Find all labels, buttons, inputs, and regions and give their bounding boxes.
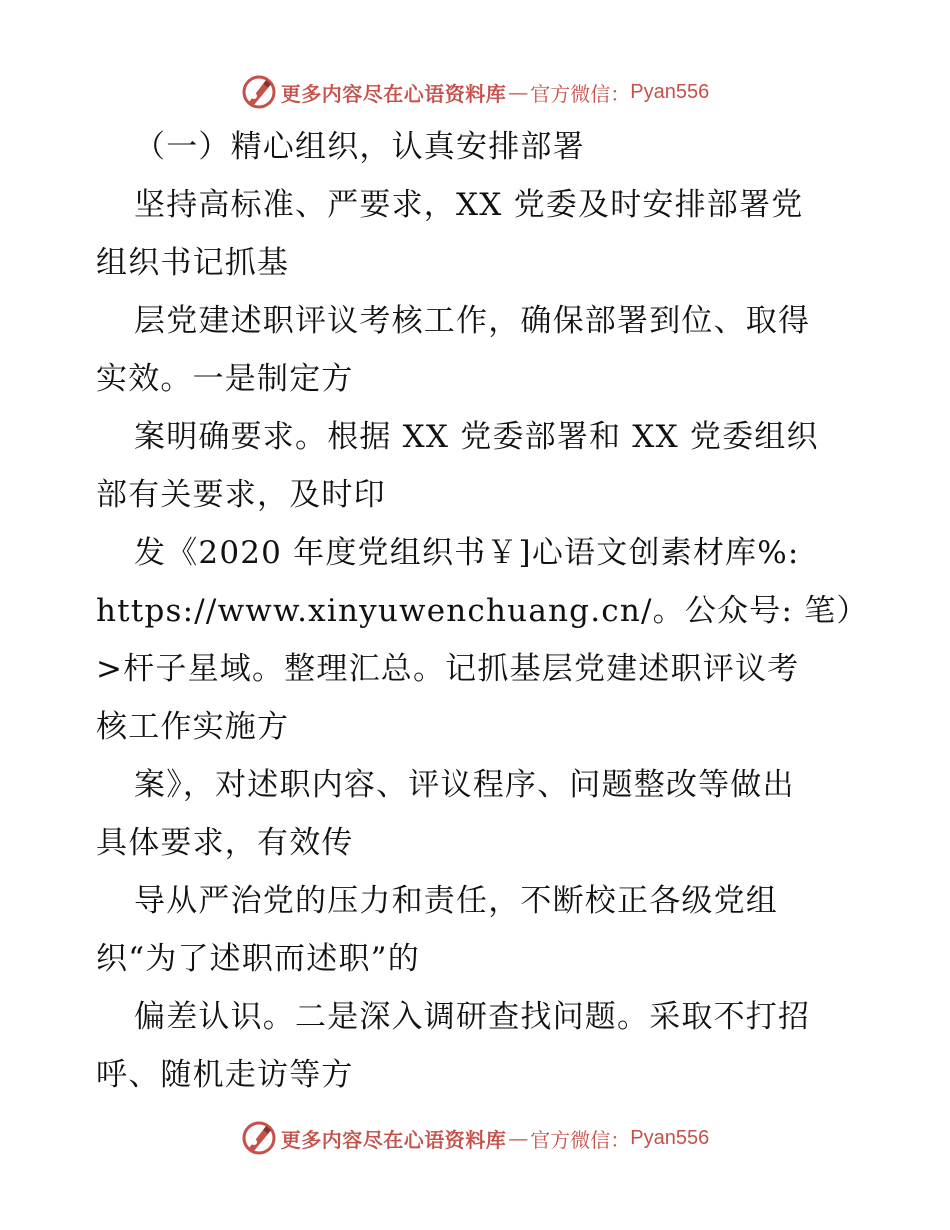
paragraph-line: https://www.xinyuwenchuang.cn/。公众号: 笔）: [96, 593, 869, 629]
pen-logo-icon: [241, 1120, 277, 1156]
section-heading: （一）精心组织，认真安排部署: [134, 129, 585, 165]
paragraph-line: 导从严治党的压力和责任，不断校正各级党组: [134, 883, 778, 919]
pen-logo-icon: [241, 74, 277, 110]
paragraph-line: 具体要求，有效传: [96, 825, 354, 861]
paragraph-line: 组织书记抓基: [96, 245, 290, 281]
paragraph-line: 实效。一是制定方: [96, 361, 354, 397]
paragraph-line: 织“为了述职而述职”的: [96, 941, 420, 977]
paragraph-line: 发《2020 年度党组织书￥]心语文创素材库%:: [134, 535, 800, 571]
banner-text: 更多内容尽在心语资料库: [280, 81, 507, 106]
paragraph-line: 层党建述职评议考核工作，确保部署到位、取得: [134, 303, 811, 339]
banner-wechat-id: Pyan556: [630, 80, 710, 103]
paragraph-line: 偏差认识。二是深入调研查找问题。采取不打招: [134, 999, 811, 1035]
document-body: [96, 118, 869, 1104]
paragraph-line: 部有关要求，及时印: [96, 477, 386, 513]
header-banner: [0, 72, 950, 112]
paragraph-line: 核工作实施方: [96, 709, 290, 745]
paragraph-line: 坚持高标准、严要求，XX 党委及时安排部署党: [134, 187, 804, 223]
banner-dash: —: [508, 1126, 529, 1150]
banner-wechat-label: 官方微信：: [530, 1127, 631, 1152]
paragraph-line: 案》，对述职内容、评议程序、问题整改等做出: [134, 767, 795, 803]
banner-wechat-label: 官方微信：: [530, 81, 631, 106]
banner-dash: —: [508, 80, 529, 104]
banner-text: 更多内容尽在心语资料库: [280, 1127, 507, 1152]
footer-banner: [0, 1118, 950, 1158]
paragraph-line: 案明确要求。根据 XX 党委部署和 XX 党委组织: [134, 419, 819, 455]
paragraph-line: >杆子星域。整理汇总。记抓基层党建述职评议考: [96, 651, 800, 687]
banner-wechat-id: Pyan556: [630, 1126, 710, 1149]
paragraph-line: 呼、随机走访等方: [96, 1057, 354, 1093]
